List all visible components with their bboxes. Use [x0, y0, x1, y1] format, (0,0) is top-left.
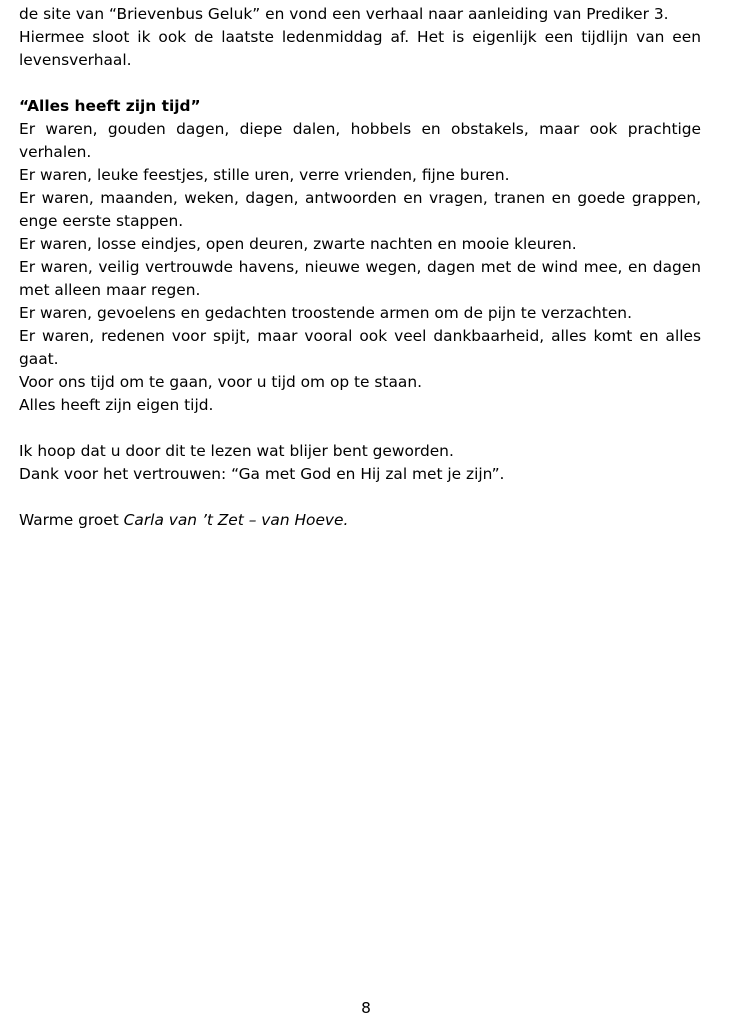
poem-title: “Alles heeft zijn tijd”: [19, 97, 201, 115]
signature-name: Carla van ’t Zet – van Hoeve.: [123, 511, 349, 529]
blank-line: [19, 417, 701, 440]
closing-line-2: Dank voor het vertrouwen: “Ga met God en Hij zal met je zijn”.: [19, 465, 505, 483]
page-number: 8: [361, 999, 371, 1017]
closing-line-1: Ik hoop dat u door dit te lezen wat blijer bent geworden.: [19, 442, 454, 460]
poem-line: Er waren, veilig vertrouwde havens, nieuwe wegen, dagen met de wind mee, en dagen met alleen maar regen.: [19, 258, 701, 299]
document-body: [19, 3, 701, 532]
blank-line: [19, 486, 701, 509]
intro-paragraph-2: Hiermee sloot ik ook de laatste ledenmiddag af. Het is eigenlijk een tijdlijn van een levensverhaal.: [19, 28, 701, 69]
greeting-line: [19, 509, 701, 532]
intro-paragraph-1: de site van “Brievenbus Geluk” en vond een verhaal naar aanleiding van Prediker 3.: [19, 5, 669, 23]
poem-line: Er waren, maanden, weken, dagen, antwoorden en vragen, tranen en goede grappen, enge eerste stappen.: [19, 189, 701, 230]
blank-line: [19, 72, 701, 95]
poem-line: Er waren, losse eindjes, open deuren, zwarte nachten en mooie kleuren.: [19, 235, 577, 253]
poem-line: Er waren, redenen voor spijt, maar vooral ook veel dankbaarheid, alles komt en alles gaat.: [19, 327, 701, 368]
poem-line: Er waren, leuke feestjes, stille uren, verre vrienden, fijne buren.: [19, 166, 510, 184]
poem-line: Er waren, gevoelens en gedachten troostende armen om de pijn te verzachten.: [19, 304, 632, 322]
greeting-prefix: Warme groet: [19, 511, 124, 529]
poem-line: Alles heeft zijn eigen tijd.: [19, 396, 214, 414]
poem-line: Voor ons tijd om te gaan, voor u tijd om op te staan.: [19, 373, 422, 391]
poem-line: Er waren, gouden dagen, diepe dalen, hobbels en obstakels, maar ook prachtige verhalen.: [19, 120, 701, 161]
